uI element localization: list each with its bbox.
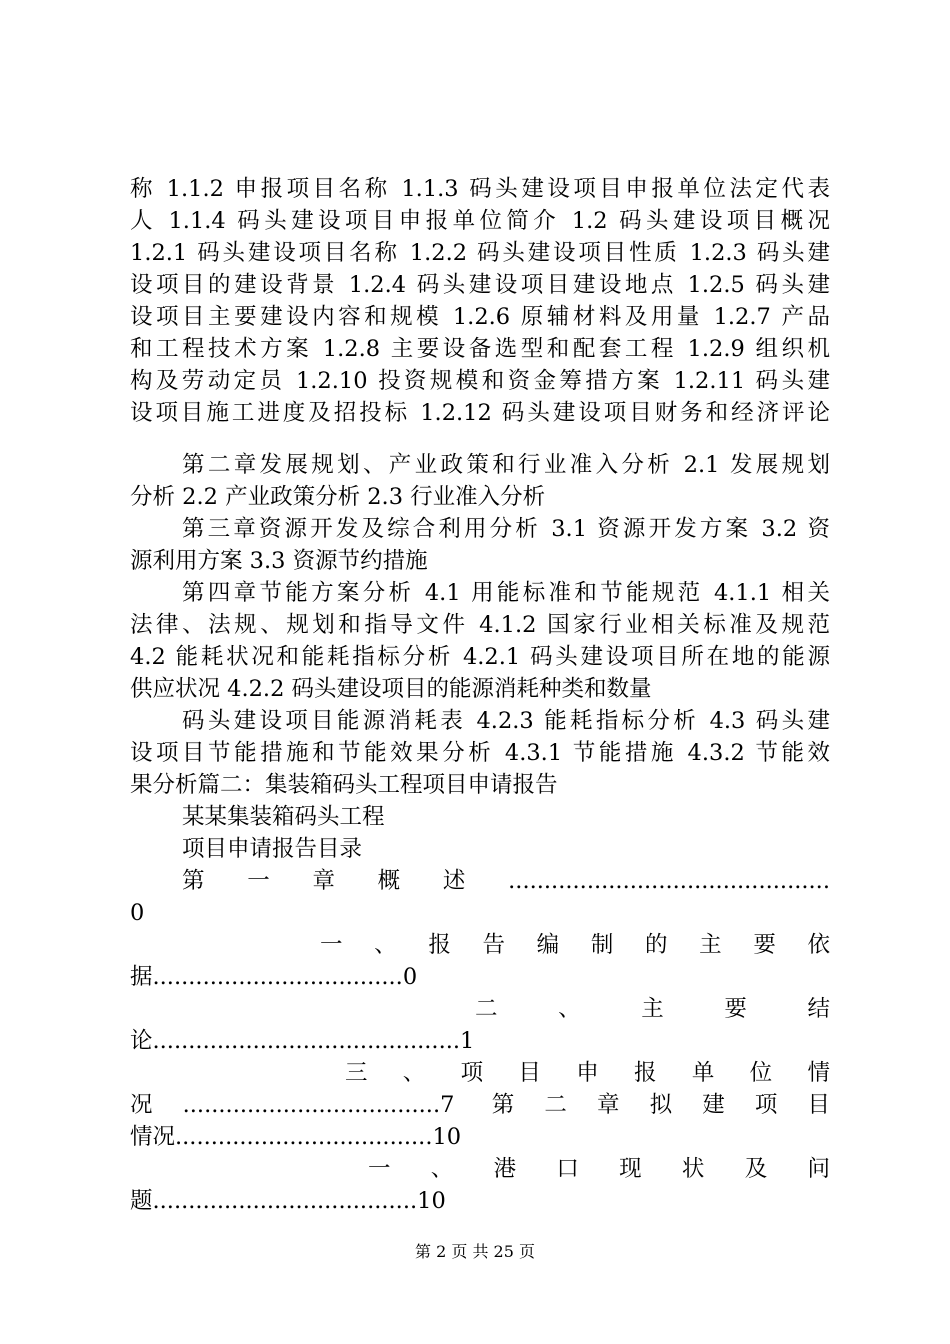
text-line: 设项目节能措施和节能效果分析 4.3.1 节能措施 4.3.2 节能效: [130, 740, 830, 766]
text-line: 构及劳动定员 1.2.10 投资规模和资金筹措方案 1.2.11 码头建: [130, 368, 830, 394]
text-line: 设项目主要建设内容和规模 1.2.6 原辅材料及用量 1.2.7 产品: [130, 304, 830, 330]
text-line: 设项目施工进度及招投标 1.2.12 码头建设项目财务和经济评论: [130, 400, 830, 426]
toc-entry: 一 、 港 口 现 状 及 问: [368, 1156, 830, 1182]
chapter-2-heading: 第二章发展规划、产业政策和行业准入分析 2.1 发展规划: [182, 452, 830, 478]
toc-entry: 第一章概述.............................................: [182, 868, 830, 894]
text-line: 码头建设项目能源消耗表 4.2.3 能耗指标分析 4.3 码头建: [182, 708, 830, 734]
text-line: 分析 2.2 产业政策分析 2.3 行业准入分析: [130, 484, 546, 510]
toc-entry: 三 、 项 目 申 报 单 位 情: [345, 1060, 830, 1086]
toc-entry-cont: 论...........................................1: [130, 1028, 475, 1054]
text-line: 源利用方案 3.3 资源节约措施: [130, 548, 428, 574]
text-line: 和工程技术方案 1.2.8 主要设备选型和配套工程 1.2.9 组织机: [130, 336, 830, 362]
text-line: 称 1.1.2 申报项目名称 1.1.3 码头建设项目申报单位法定代表: [130, 176, 830, 202]
toc-entry: 二 、 主 要 结: [475, 996, 830, 1022]
chapter-4-heading: 第四章节能方案分析 4.1 用能标准和节能规范 4.1.1 相关: [182, 580, 830, 606]
toc-entry-cont: 况....................................7 第二章拟建项目: [130, 1092, 830, 1118]
project-title: 某某集装箱码头工程: [182, 804, 385, 830]
toc-title: 项目申请报告目录: [182, 836, 363, 862]
toc-entry-cont: 题.....................................10: [130, 1188, 446, 1214]
text-line: 设项目的建设背景 1.2.4 码头建设项目建设地点 1.2.5 码头建: [130, 272, 830, 298]
toc-entry: 一 、 报 告 编 制 的 主 要 依: [320, 932, 830, 958]
toc-entry-cont: 据...................................0: [130, 964, 418, 990]
text-line: 1.2.1 码头建设项目名称 1.2.2 码头建设项目性质 1.2.3 码头建: [130, 240, 830, 266]
text-line: 法律、法规、规划和指导文件 4.1.2 国家行业相关标准及规范: [130, 612, 830, 638]
toc-entry-cont: 情况....................................10: [130, 1124, 462, 1150]
chapter-3-heading: 第三章资源开发及综合利用分析 3.1 资源开发方案 3.2 资: [182, 516, 830, 542]
text-line: 供应状况 4.2.2 码头建设项目的能源消耗种类和数量: [130, 676, 652, 702]
document-page: [130, 0, 830, 1344]
text-line: 4.2 能耗状况和能耗指标分析 4.2.1 码头建设项目所在地的能源: [130, 644, 830, 670]
text-line: 果分析篇二：集装箱码头工程项目申请报告: [130, 772, 558, 798]
text-line: 人 1.1.4 码头建设项目申报单位简介 1.2 码头建设项目概况: [130, 208, 830, 234]
toc-page-number: 0: [130, 900, 145, 926]
page-footer: 第 2 页 共 25 页: [415, 1242, 535, 1261]
